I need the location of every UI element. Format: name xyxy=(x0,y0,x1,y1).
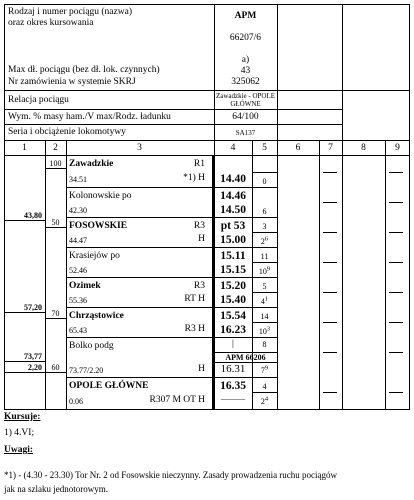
station-name: Krasiejów po xyxy=(69,251,120,261)
end-dash: ——— xyxy=(221,394,245,403)
arrival-time: 15.54 xyxy=(220,310,246,322)
uwagi-label: Uwagi: xyxy=(4,445,34,455)
rule xyxy=(4,220,45,221)
track-number: 11 xyxy=(260,252,269,261)
dash-mark xyxy=(389,172,403,173)
uwagi-line-2: jak na szlaku jednotorowym. xyxy=(4,484,108,494)
rule xyxy=(45,372,66,373)
station-km: 52.46 xyxy=(69,266,87,275)
rule xyxy=(66,307,277,308)
station-code: R3 H xyxy=(184,324,205,334)
rule xyxy=(45,168,66,169)
departure-time: 15.40 xyxy=(220,294,246,306)
rule xyxy=(66,217,277,218)
dash-mark xyxy=(323,262,337,263)
rule xyxy=(45,227,66,228)
km-mark: 2,20 xyxy=(28,363,42,372)
station-name: Ozimek xyxy=(69,281,101,291)
col-number: 2 xyxy=(53,143,58,153)
track-number: $2^4$ xyxy=(260,395,269,406)
rule xyxy=(4,109,342,110)
arrival-time: 16.31 xyxy=(220,363,246,375)
rule xyxy=(4,90,410,91)
rule xyxy=(385,140,386,410)
station-code: R307 M OT H xyxy=(149,395,205,405)
col-number: 5 xyxy=(262,143,267,153)
station-km: 55.36 xyxy=(69,296,87,305)
track-number: $10^9$ xyxy=(258,265,271,276)
station-km: 42.30 xyxy=(69,206,87,215)
col-number: 8 xyxy=(361,143,366,153)
dash-mark xyxy=(389,202,403,203)
track-number: $2^6$ xyxy=(260,235,269,246)
station-code: R1 xyxy=(193,159,205,169)
col-number: 7 xyxy=(328,143,333,153)
station-km: 34.51 xyxy=(69,175,87,184)
dash-mark xyxy=(323,352,337,353)
track-number: 3 xyxy=(262,222,267,231)
station-code: R3 xyxy=(193,281,205,291)
speed-value: 100 xyxy=(49,159,62,168)
departure-time: 16.23 xyxy=(220,324,246,336)
departure-time: 14.50 xyxy=(220,204,246,216)
station-km: 73.77/2.20 xyxy=(69,366,104,375)
rule xyxy=(4,140,410,141)
arrival-time: 15.11 xyxy=(220,250,246,262)
station-name: Kolonowskie po xyxy=(69,191,132,201)
rule xyxy=(277,140,278,410)
arrival-time: 16.35 xyxy=(220,380,246,392)
rule xyxy=(66,337,277,338)
dash-mark xyxy=(389,322,403,323)
dash-mark xyxy=(389,262,403,263)
mass-value: 64/100 xyxy=(232,112,259,122)
dash-mark xyxy=(323,292,337,293)
track-number: 14 xyxy=(260,312,269,321)
speed-value: 60 xyxy=(51,363,60,372)
rule xyxy=(319,140,320,410)
track-number: $4^1$ xyxy=(260,295,269,306)
rule xyxy=(342,4,343,140)
arrival-time: 14.46 xyxy=(220,190,246,202)
mass-label: Wym. % masy ham./V max/Rodz. ładunku xyxy=(8,112,171,122)
rule xyxy=(4,124,342,125)
train-type: APM xyxy=(234,11,257,21)
station-name: FOSOWSKIE xyxy=(69,221,128,231)
col-number: 6 xyxy=(295,143,301,153)
station-code: H xyxy=(198,234,205,244)
dash-mark xyxy=(323,322,337,323)
kursuje-value: 1) 4.VI; xyxy=(4,428,35,438)
rule xyxy=(66,187,277,188)
train-label-2: oraz okres kursowania xyxy=(8,18,94,28)
departure-time: 15.00 xyxy=(220,234,246,246)
rule xyxy=(252,172,277,173)
km-mark: 73,77 xyxy=(24,352,42,361)
train-label-1: Rodzaj i numer pociągu (nazwa) xyxy=(8,7,132,17)
departure-time: 15.15 xyxy=(220,264,246,276)
uwagi-line-1: *1) - (4.30 - 23.30) Tor Nr. 2 od Fosowskie nieczynny. Zasady prowadzenia ruchu pociągów xyxy=(4,470,338,480)
departure-time: 14.40 xyxy=(220,173,246,185)
rule xyxy=(252,292,277,293)
arrival-time: pt 53 xyxy=(220,220,246,232)
dash-mark xyxy=(389,392,403,393)
rule xyxy=(277,4,278,140)
rule xyxy=(66,277,277,278)
rule xyxy=(342,140,343,410)
dash-mark xyxy=(323,202,337,203)
track-number: 0 xyxy=(262,177,267,186)
rule xyxy=(66,140,67,410)
train-number: 66207/6 xyxy=(229,33,262,43)
relation-value-2: GŁÓWNE xyxy=(230,100,261,108)
rule xyxy=(252,322,277,323)
arrival-time: 15.20 xyxy=(220,280,246,292)
rule xyxy=(252,392,277,393)
col-number: 1 xyxy=(22,143,27,153)
station-name: Zawadzkie xyxy=(69,159,114,169)
rule xyxy=(252,262,277,263)
rule xyxy=(4,155,410,156)
dash-mark xyxy=(323,232,337,233)
rule xyxy=(4,372,45,373)
station-name: Chrząstowice xyxy=(69,311,124,321)
rule xyxy=(4,361,45,362)
rule xyxy=(66,377,277,378)
rule xyxy=(4,312,45,313)
relation-label: Relacja pociągu xyxy=(8,95,69,105)
track-number: 8 xyxy=(262,340,267,349)
dash-mark xyxy=(389,232,403,233)
station-km: 44.47 xyxy=(69,236,87,245)
station-code: R3 xyxy=(193,221,205,231)
dash-mark xyxy=(389,352,403,353)
rule xyxy=(66,247,277,248)
track-number: $7^9$ xyxy=(260,364,269,375)
order-label: Nr zamówienia w systemie SKRJ xyxy=(8,77,136,87)
loco-label: Seria i obciążenie lokomotywy xyxy=(8,127,126,137)
period: a) xyxy=(241,55,250,65)
speed-value: 70 xyxy=(51,309,60,318)
pass-mark: | xyxy=(232,339,234,349)
station-code: RT H xyxy=(184,294,205,304)
rule xyxy=(45,318,66,319)
rule xyxy=(252,232,277,233)
track-number: 6 xyxy=(262,207,267,216)
loco-value: SA137 xyxy=(235,129,256,137)
dash-mark xyxy=(389,292,403,293)
col-number: 4 xyxy=(230,143,236,153)
station-code: *1) H xyxy=(183,173,205,183)
train-change-label: APM 66206 xyxy=(225,353,266,362)
speed-value: 50 xyxy=(51,218,60,227)
relation-value-1: Zawadzkie - OPOLE xyxy=(215,92,276,100)
max-len-label: Max dł. pociągu (bez dł. lok. czynnych) xyxy=(8,65,160,75)
station-name: OPOLE GŁÓWNE xyxy=(69,381,149,391)
station-km: 0.06 xyxy=(69,397,83,406)
dash-mark xyxy=(323,392,337,393)
station-name: Bolko podg xyxy=(69,341,114,351)
track-number: $10^3$ xyxy=(258,325,271,336)
order-value: 325062 xyxy=(231,77,260,87)
col-number: 3 xyxy=(137,143,142,153)
kursuje-label: Kursuje: xyxy=(4,412,41,422)
max-len-value: 43 xyxy=(240,66,251,76)
km-mark: 43,80 xyxy=(24,211,42,220)
station-km: 65.43 xyxy=(69,326,87,335)
km-mark: 57,20 xyxy=(24,303,42,312)
col-number: 9 xyxy=(395,143,400,153)
dash-mark xyxy=(323,172,337,173)
station-code: H xyxy=(198,364,205,374)
track-number: 5 xyxy=(262,282,267,291)
track-number: 4 xyxy=(262,382,267,391)
